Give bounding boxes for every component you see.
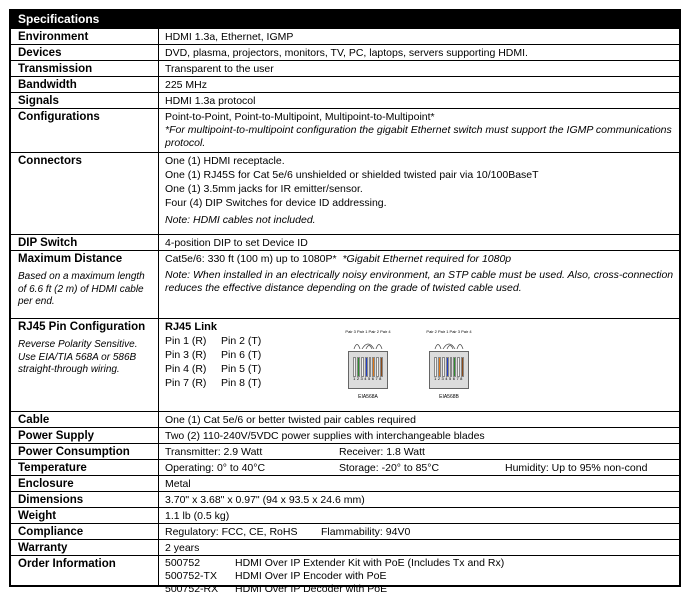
pin-entry: Pin 2 (T) xyxy=(221,335,262,347)
row-maximum-distance xyxy=(11,250,679,318)
pin-entry: Pin 7 (R) xyxy=(165,377,207,389)
row-weight xyxy=(11,507,679,523)
label-environment: Environment xyxy=(18,31,89,43)
label-power-supply: Power Supply xyxy=(18,430,95,442)
row-dimensions xyxy=(11,491,679,507)
row-enclosure xyxy=(11,475,679,491)
pair-arcs-icon xyxy=(348,339,388,349)
label-power-consumption: Power Consumption xyxy=(18,446,130,458)
label-dimensions: Dimensions xyxy=(18,494,84,506)
label-temperature: Temperature xyxy=(18,462,87,474)
rj45-jack-icon: 12345678 xyxy=(348,351,388,389)
value-signals: HDMI 1.3a protocol xyxy=(165,95,256,107)
order-item xyxy=(165,557,679,570)
row-cable xyxy=(11,411,679,427)
label-devices: Devices xyxy=(18,47,62,59)
label-weight: Weight xyxy=(18,510,57,522)
value-operating-temp: Operating: 0° to 40°C xyxy=(165,462,266,474)
value-enclosure: Metal xyxy=(165,478,191,490)
row-warranty xyxy=(11,539,679,555)
value-cable: One (1) Cat 5e/6 or better twisted pair cables required xyxy=(165,414,416,426)
row-power-supply xyxy=(11,427,679,443)
order-desc: HDMI Over IP Extender Kit with PoE (Includes Tx and Rx) xyxy=(235,557,505,569)
value-flammability: Flammability: 94V0 xyxy=(321,526,411,538)
row-rj45 xyxy=(11,318,679,411)
connector-line: One (1) 3.5mm jacks for IR emitter/sensor. xyxy=(165,183,363,195)
label-bandwidth: Bandwidth xyxy=(18,79,77,91)
label-connectors: Connectors xyxy=(18,155,82,167)
diagram-caption: EIA568B xyxy=(439,394,459,400)
row-bandwidth xyxy=(11,76,679,92)
pin-entry: Pin 8 (T) xyxy=(221,377,262,389)
order-item xyxy=(165,570,679,583)
connector-line: One (1) HDMI receptacle. xyxy=(165,155,285,167)
note-connectors: Note: HDMI cables not included. xyxy=(165,214,316,226)
value-dimensions: 3.70" x 3.68" x 0.97" (94 x 93.5 x 24.6 mm) xyxy=(165,494,365,506)
row-devices xyxy=(11,44,679,60)
value-devices: DVD, plasma, projectors, monitors, TV, PC, laptops, servers supporting HDMI. xyxy=(165,47,528,59)
diagram-caption: EIA568A xyxy=(358,394,378,400)
row-compliance xyxy=(11,523,679,539)
order-code: 500752 xyxy=(165,557,201,569)
connector-line: Four (4) DIP Switches for device ID addressing. xyxy=(165,197,387,209)
row-power-consumption xyxy=(11,443,679,459)
order-item xyxy=(165,583,679,596)
label-rj45: RJ45 Pin Configuration xyxy=(18,321,146,333)
value-transmitter-power: Transmitter: 2.9 Watt xyxy=(165,446,263,458)
value-maximum-distance: Cat5e/6: 330 ft (100 m) up to 1080P* xyxy=(165,253,337,265)
value-weight: 1.1 lb (0.5 kg) xyxy=(165,510,230,522)
value-power-supply: Two (2) 110-240V/5VDC power supplies with interchangeable blades xyxy=(165,430,485,442)
row-temperature xyxy=(11,459,679,475)
row-connectors xyxy=(11,152,679,234)
note-configurations: *For multipoint-to-multipoint configuration the gigabit Ethernet switch must support the IGMP communications protocol. xyxy=(165,124,672,149)
label-note-rj45: Reverse Polarity Sensitive. Use EIA/TIA 568A or 586B straight-through wiring. xyxy=(18,339,138,375)
connector-line: One (1) RJ45S for Cat 5e/6 unshielded or shielded twisted pair via 10/100BaseT xyxy=(165,169,539,181)
label-maximum-distance: Maximum Distance xyxy=(18,253,123,265)
value-transmission: Transparent to the user xyxy=(165,63,274,75)
value-regulatory: Regulatory: FCC, CE, RoHS xyxy=(165,526,298,538)
order-code: 500752-TX xyxy=(165,570,217,582)
value-dip-switch: 4-position DIP to set Device ID xyxy=(165,237,308,249)
pair-arcs-icon xyxy=(429,339,469,349)
label-cable: Cable xyxy=(18,414,50,426)
pin-entry: Pin 4 (R) xyxy=(165,363,207,375)
value-warranty: 2 years xyxy=(165,542,200,554)
value-configurations: Point-to-Point, Point-to-Multipoint, Multipoint-to-Multipoint* xyxy=(165,111,435,123)
rj45-diagram-568b: Pair 2 Pair 1 Pair 3 Pair 4 12345678 EIA568B xyxy=(415,325,483,400)
pin-entry: Pin 5 (T) xyxy=(221,363,262,375)
row-order-information xyxy=(11,555,679,595)
label-configurations: Configurations xyxy=(18,111,100,123)
pin-entry: Pin 3 (R) xyxy=(165,349,207,361)
value-humidity: Humidity: Up to 95% non-cond xyxy=(505,462,648,474)
pin-entry: Pin 1 (R) xyxy=(165,335,207,347)
label-compliance: Compliance xyxy=(18,526,84,538)
label-transmission: Transmission xyxy=(18,63,93,75)
table-header: Specifications xyxy=(11,11,679,28)
rj45-jack-icon: 12345678 xyxy=(429,351,469,389)
specifications-table xyxy=(9,9,681,595)
rj45-link-title: RJ45 Link xyxy=(165,321,217,333)
label-signals: Signals xyxy=(18,95,59,107)
gigabit-note: *Gigabit Ethernet required for 1080p xyxy=(342,253,512,265)
value-receiver-power: Receiver: 1.8 Watt xyxy=(339,446,425,458)
row-configurations xyxy=(11,108,679,152)
label-warranty: Warranty xyxy=(18,542,68,554)
note-distance: Note: When installed in an electrically noisy environment, an STP cable must be used. Also, cross-connection reduces the effective distance depending on the grade of twisted cable used. xyxy=(165,269,674,294)
label-order-information: Order Information xyxy=(18,558,116,570)
label-note-distance: Based on a maximum length of 6.6 ft (2 m) of HDMI cable per end. xyxy=(18,271,145,307)
row-environment xyxy=(11,28,679,44)
row-transmission xyxy=(11,60,679,76)
value-environment: HDMI 1.3a, Ethernet, IGMP xyxy=(165,31,294,43)
pin-entry: Pin 6 (T) xyxy=(221,349,262,361)
order-desc: HDMI Over IP Decoder with PoE xyxy=(235,583,388,595)
order-desc: HDMI Over IP Encoder with PoE xyxy=(235,570,387,582)
label-dip-switch: DIP Switch xyxy=(18,237,78,249)
value-storage-temp: Storage: -20° to 85°C xyxy=(339,462,440,474)
value-bandwidth: 225 MHz xyxy=(165,79,208,91)
order-code: 500752-RX xyxy=(165,583,219,595)
row-signals xyxy=(11,92,679,108)
row-dip-switch xyxy=(11,234,679,250)
rj45-diagram-568a: Pair 3 Pair 1 Pair 2 Pair 4 12345678 EIA568A xyxy=(334,325,402,400)
label-enclosure: Enclosure xyxy=(18,478,74,490)
